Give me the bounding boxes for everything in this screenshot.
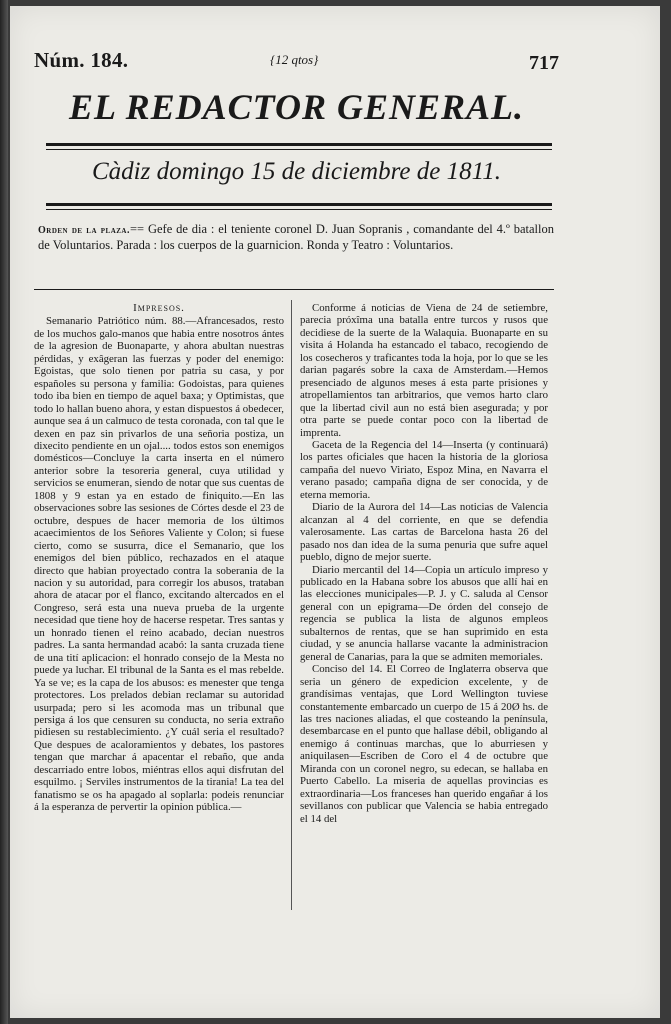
right-column [300, 302, 548, 825]
section-rule [34, 289, 554, 290]
orden-text: == Gefe de dia : el teniente coronel D. Juan Sopranis , comandante del 4.º batallon de Voluntarios. Parada : los cuerpos de la guarnicion. Ronda y Teatro : Voluntarios. [38, 222, 554, 252]
page-number: 717 [529, 52, 559, 74]
title-rule-thick [46, 143, 552, 146]
right-paragraph: Diario mercantil del 14—Copia un artículo impreso y publicado en la Habana sobre los abusos que allí hai en las elecciones municipales—P. J. y C. saluda al Censor general con un epigrama—De órden del consejo de regencia se publica la lista de algunos empleos subalternos de rentas, que se han suprimido en esta ciudad, y se anuncia hallarse vacante la administracion general de Canarias, para la que se admiten memoriales. [300, 563, 548, 663]
orden-de-la-plaza [38, 222, 554, 253]
impresos-text: Semanario Patriótico núm. 88.—Afrancesados, resto de los muchos galo-manos que habia entre nosotros ántes de la agresion de Buonaparte, y ahora abultan nuestras pérdidas, y exâgeran las fuerzas y poder del enemigo: Egoistas, que solo tienen por patria su casa, y por españoles su persona y familia: Godoistas, para quienes todo iba bien en tiempo de aquel baxa; y Optimistas, que todo lo hallan bueno ahora, y estan dispuestos á obedecer, aunque sea á un calmuco de testa coronada, con tal que le dexen en paz sin privarlos de una señoria postiza, un dixecito pendiente en un ojal.... todos estos son enemigos domésticos—Concluye la carta inserta en el número anterior sobre la tesoreria general, cuya utilidad y servicios se enumeran, siendo de notar que sus cuentas de 1808 y 9 estan ya en estado de finiquito.—En las observaciones sobre las sesiones de Córtes desde el 23 de octubre, despues de hacer memoria de los últimos acaecimientos de los Señores Valiente y Colon; si fuese cierto, como se susurra, dice el Semanario, que los enemigos del bien público, rechazados en el ataque directo que habian proyectado contra la soberania de la nacion y su autoridad, para corregir los abusos, trataban ahora de atacar por el flanco, excitando altercados en el Congreso, será esta una nueva prueba de la urgente necesidad que tiene hoy de hacerse respetar. Tres santas y un honrado tienen el reino acabado, decian nuestros padres. La santa hermandad acabó: la santa cruzada tiene de una tití aplicacion: el honrado consejo de la Mesta no puede ya luchar. El tribunal de la Santa es el mas rebelde. Ya se ve; es la capa de los abusos: es menester que tenga protectores. Los prelados debian reclamar su autoridad usurpada; pero si les acomoda mas un tribunal que persiga á los que censuren su conducta, no seria extraño pidiesen su restablecimiento. ¿Y cuál seria el resultado? Que despues de acaloramientos y debates, los pastores tengan que marchar á apacentar el rebaño, que anda descarriado entre lobos, miéntras ellos aqui disfrutan del esquilmo. ¡ Serviles instrumentos de la tirania! La tea del fanatismo se os ha apagado al soplarla: podeis renunciar á la esperanza de pervertir la opinion pública.— [34, 315, 284, 814]
right-paragraph: Diario de la Aurora del 14—Las noticias de Valencia alcanzan al 4 del corriente, en que se defendia valerosamente. Las cartas de Barcelona hasta 26 del pasado nos dan idea de la suma penuria que sufre aquel pueblo, digno de mejor suerte. [300, 501, 548, 564]
newspaper-title: EL REDACTOR GENERAL. [68, 87, 525, 127]
orden-label: Orden de la plaza. [38, 225, 130, 236]
right-paragraph: Gaceta de la Regencia del 14—Inserta (y continuará) los partes oficiales que hacen la historia de la gloriosa campaña del nuevo Viriato, Espoz Mina, en Navarra el verano pasado; campaña digna de ser conocida, y de eterna memoria. [300, 438, 548, 501]
title-rule-thin [46, 149, 552, 150]
book-spine [0, 0, 8, 1024]
masthead-top-line [34, 44, 559, 84]
column-divider [291, 300, 292, 910]
right-paragraph: Conciso del 14. El Correo de Inglaterra observa que seria un género de expedicion excelente, y de grandísimas ventajas, que Lord Wellington tuviese constantemente embarcado un cuerpo de 15 á 20Ø hs. de las tres naciones aliadas, el que costeando la península, desembarcase en el punto que hallase débil, obligando al enemigo á continuas marchas, que lo aburriesen y aniquilasen—Escriben de Coro el 4 de octubre que Miranda con un coronel negro, su edecan, se hallaba en Puerto Cabello. La miseria de aquellas provincias es extraordinaria—Los franceses han querido engañar á los sevillanos con publicar que Valencia se habia entregado el 14 del [300, 663, 548, 825]
date-rule-thin [46, 209, 552, 210]
issue-date: Càdiz domingo 15 de diciembre de 1811. [92, 158, 501, 185]
right-paragraph: Conforme á noticias de Viena de 24 de setiembre, parecia próxîma una batalla entre turcos y rusos que decidiese de la suerte de la Walaquia. Buonaparte en su visita á Holanda ha estancado el tabaco, recogiendo de los cosecheros y traficantes toda la hoja, por lo que se les darian pagarés sobre la caxa de Amsterdam.—Hemos presenciado de algunos meses á esta parte prisiones y atropellamientos tan arbitrarios, que vemos harto claro que la libertad civil aun no está bien asegurada; y por otra parte se puede contar poco con la libertad de imprenta. [300, 302, 548, 439]
impresos-heading: Impresos. [133, 302, 185, 314]
issue-price: {12 qtos} [270, 52, 319, 67]
date-rule-thick [46, 203, 552, 206]
issue-number: Núm. 184. [34, 48, 129, 72]
left-column [34, 302, 284, 814]
